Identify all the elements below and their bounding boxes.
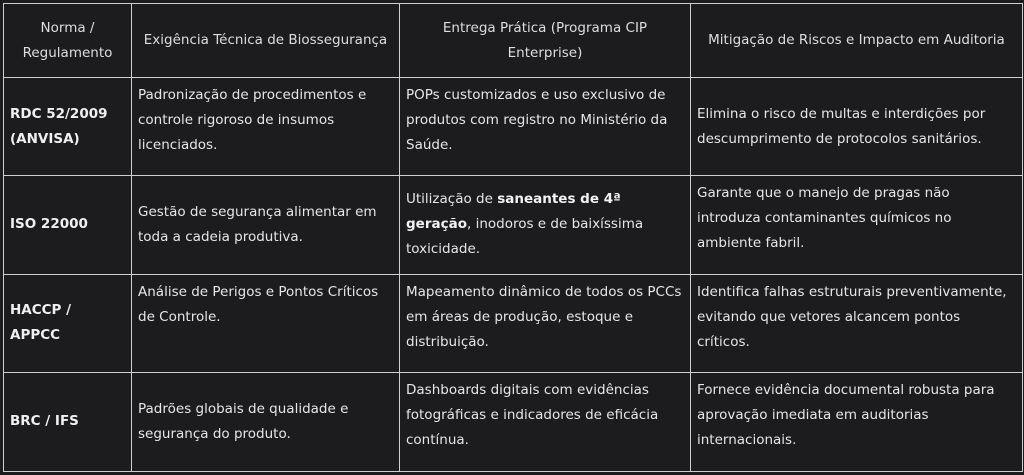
table-row	[4, 78, 1023, 176]
mitigacao-cell: Garante que o manejo de pragas não introduza contaminantes químicos no ambiente fabril.	[691, 176, 1023, 274]
norma-cell: RDC 52/2009 (ANVISA)	[4, 78, 132, 176]
entrega-cell: Mapeamento dinâmico de todos os PCCs em áreas de produção, estoque e distribuição.	[400, 274, 691, 372]
exigencia-cell: Padronização de procedimentos e controle rigoroso de insumos licenciados.	[132, 78, 400, 176]
entrega-text-bold: saneantes de 4ª geração	[406, 191, 621, 233]
entrega-text-post: , inodoros e de baixíssima toxicidade.	[406, 216, 644, 258]
mitigacao-cell: Elimina o risco de multas e interdições por descumprimento de protocolos sanitários.	[691, 78, 1023, 176]
mitigacao-cell: Identifica falhas estruturais preventivamente, evitando que vetores alcancem pontos críticos.	[691, 274, 1023, 372]
header-exigencia: Exigência Técnica de Biossegurança	[132, 4, 400, 78]
header-mitigacao: Mitigação de Riscos e Impacto em Auditoria	[691, 4, 1023, 78]
norma-cell: BRC / IFS	[4, 372, 132, 471]
entrega-cell	[400, 176, 691, 274]
header-entrega: Entrega Prática (Programa CIP Enterprise)	[400, 4, 691, 78]
table-row	[4, 372, 1023, 471]
header-norma: Norma / Regulamento	[4, 4, 132, 78]
entrega-cell: POPs customizados e uso exclusivo de produtos com registro no Ministério da Saúde.	[400, 78, 691, 176]
entrega-cell: Dashboards digitais com evidências fotográficas e indicadores de eficácia contínua.	[400, 372, 691, 471]
table-row	[4, 176, 1023, 274]
mitigacao-cell: Fornece evidência documental robusta para aprovação imediata em auditorias internacionais.	[691, 372, 1023, 471]
exigencia-cell: Análise de Perigos e Pontos Críticos de Controle.	[132, 274, 400, 372]
exigencia-cell: Gestão de segurança alimentar em toda a cadeia produtiva.	[132, 176, 400, 274]
entrega-text-pre: Utilização de	[406, 191, 498, 208]
compliance-table	[3, 3, 1023, 472]
table-header-row	[4, 4, 1023, 78]
exigencia-cell: Padrões globais de qualidade e segurança do produto.	[132, 372, 400, 471]
table-row	[4, 274, 1023, 372]
norma-cell: HACCP / APPCC	[4, 274, 132, 372]
norma-cell: ISO 22000	[4, 176, 132, 274]
